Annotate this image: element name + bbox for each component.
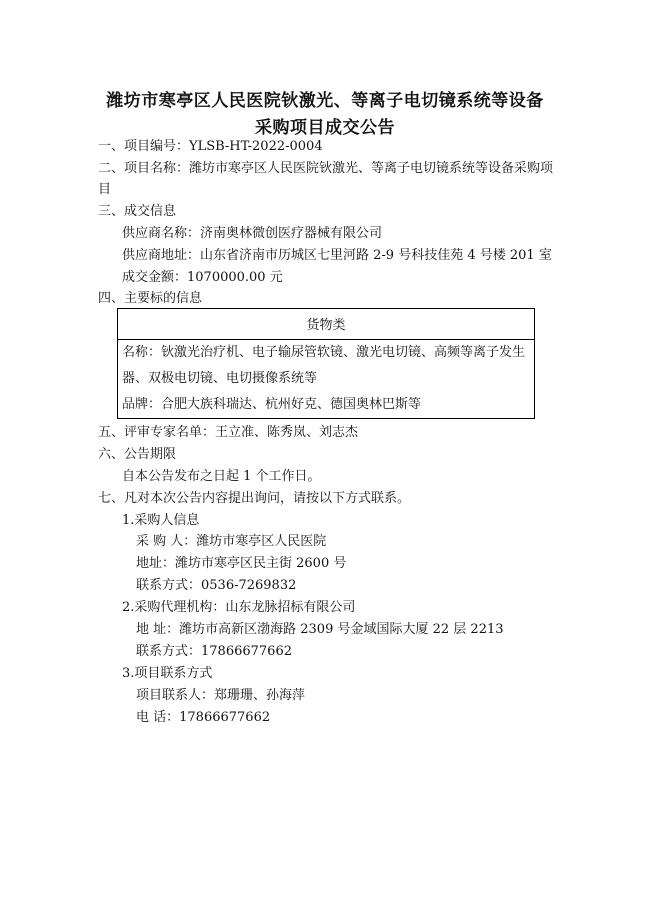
purchaser-heading: 1.采购人信息 [122, 513, 200, 528]
project-number: 一、项目编号：YLSB-HT-2022-0004 [98, 139, 323, 154]
agency-phone: 联系方式：17866677662 [136, 644, 292, 659]
purchaser-phone: 联系方式：0536-7269832 [136, 578, 297, 593]
table-header: 货物类 [118, 309, 534, 340]
project-contact-phone: 电 话：17866677662 [136, 710, 271, 725]
period-text: 自本公告发布之日起 1 个工作日。 [122, 469, 321, 484]
project-contact-heading: 3.项目联系方式 [122, 666, 213, 681]
table-goods-name-line-1: 名称：钬激光治疗机、电子输尿管软镜、激光电切镜、高频等离子发生 [122, 345, 526, 360]
project-contact-person: 项目联系人：郑珊珊、孙海萍 [136, 688, 306, 703]
subject-info-heading: 四、主要标的信息 [98, 291, 203, 306]
project-name-line-2: 目 [98, 182, 112, 197]
supplier-name: 供应商名称：济南奥林微创医疗器械有限公司 [122, 226, 383, 241]
page-title-line-1: 潍坊市寒亭区人民医院钬激光、等离子电切镜系统等设备 [106, 91, 544, 111]
deal-info-heading: 三、成交信息 [98, 204, 177, 219]
table-brand: 品牌：合肥大族科瑞达、杭州好克、德国奥林巴斯等 [122, 397, 422, 412]
table-goods-name-line-2: 器、双极电切镜、电切摄像系统等 [122, 371, 318, 386]
expert-list: 五、评审专家名单：王立准、陈秀岚、刘志杰 [98, 425, 359, 440]
agency-heading: 2.采购代理机构：山东龙脉招标有限公司 [122, 600, 356, 615]
period-heading: 六、公告期限 [98, 447, 177, 462]
deal-amount: 成交金额：1070000.00 元 [122, 270, 283, 285]
project-name-line-1: 二、项目名称：潍坊市寒亭区人民医院钬激光、等离子电切镜系统等设备采购项 [98, 161, 554, 176]
page-title-line-2: 采购项目成交公告 [255, 118, 395, 138]
purchaser-address: 地址：潍坊市寒亭区民主街 2600 号 [136, 556, 347, 571]
contact-heading: 七、凡对本次公告内容提出询问，请按以下方式联系。 [98, 491, 411, 506]
subject-table [117, 308, 535, 419]
supplier-address: 供应商地址：山东省济南市历城区七里河路 2-9 号科技佳苑 4 号楼 201 室 [122, 248, 552, 263]
agency-address: 地 址：潍坊市高新区渤海路 2309 号金域国际大厦 22 层 2213 [136, 622, 504, 637]
purchaser-name: 采 购 人：潍坊市寒亭区人民医院 [136, 534, 327, 549]
